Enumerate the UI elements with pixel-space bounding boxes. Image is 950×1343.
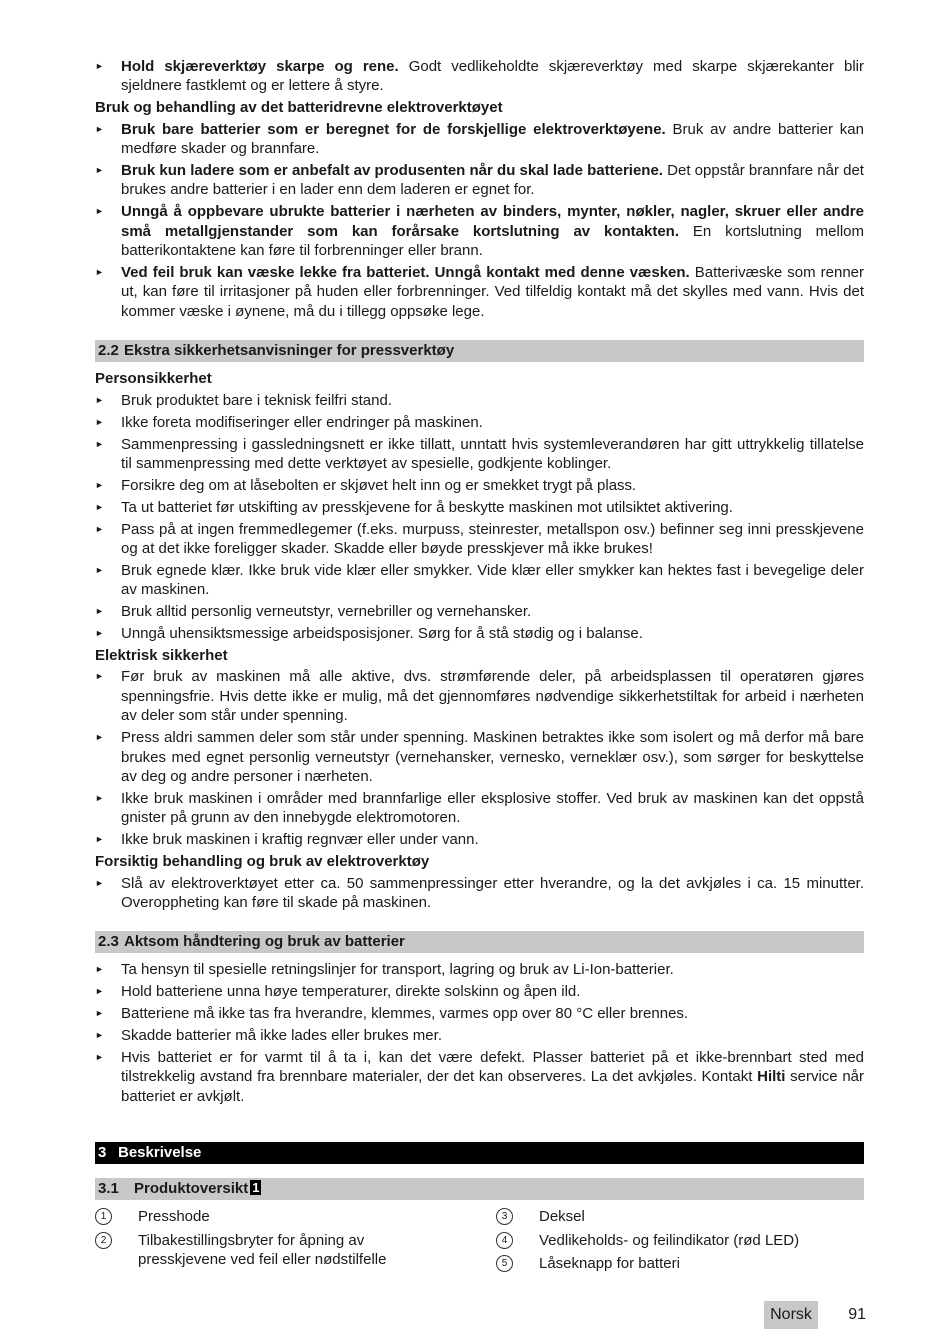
overview-item-text: Tilbakestillingsbryter for åpning av presskjevene ved feil eller nødstilfelle — [138, 1231, 387, 1268]
list-item — [95, 960, 864, 979]
list-item — [95, 57, 864, 96]
callout-number: 3 — [496, 1208, 513, 1225]
list-item — [95, 667, 864, 725]
item-text: Ta ut batteriet før utskifting av presskjevene for å beskytte maskinen mot utilsiktet aktivering. — [121, 498, 733, 516]
list-item — [95, 624, 864, 643]
item-bold: Ved feil bruk kan væske lekke fra batteriet. Unngå kontakt med denne væsken. — [121, 264, 690, 282]
list-item — [95, 476, 864, 495]
list-item — [95, 520, 864, 559]
item-text: Hvis batteriet er for varmt til å ta i, kan det være defekt. Plasser batteriet på et ikke-brennbart sted med tilstrekkelig avstand fra brennbare materialer, der det kan observeres. La det avkjøles. Kontakt — [121, 1048, 864, 1086]
electrical-safety-list — [95, 667, 864, 849]
bullet-triangle-icon: ► — [95, 165, 104, 176]
item-text: Bruk av andre batterier kan medføre skader og brannfare. — [121, 120, 864, 158]
product-overview — [95, 1207, 864, 1277]
section-title: Ekstra sikkerhetsanvisninger for pressverktøy — [124, 342, 455, 360]
item-text: Batteriene må ikke tas fra hverandre, klemmes, varmes opp over 80 °C eller brennes. — [121, 1005, 689, 1023]
list-item — [95, 602, 864, 621]
item-bold: Unngå å oppbevare ubrukte batterier i nærheten av binders, mynter, nøkler, nagler, skruer eller andre små metallgjenstander som kan forårsake kortslutning av kontakten. — [121, 203, 864, 240]
bullet-triangle-icon: ► — [95, 123, 104, 134]
bullet-triangle-icon: ► — [95, 964, 104, 975]
overview-column-left — [95, 1207, 496, 1277]
item-text: Godt vedlikeholdte skjæreverktøy med skarpe skjærekanter blir sjeldnere fastklemt og er lettere å styre. — [121, 58, 864, 95]
bullet-triangle-icon: ► — [95, 416, 104, 427]
bullet-triangle-icon: ► — [95, 438, 104, 449]
list-item — [95, 1026, 864, 1045]
section-2-2-heading — [95, 340, 864, 362]
bullet-triangle-icon: ► — [95, 986, 104, 997]
item-text-tail: service når batteriet er avkjølt. — [121, 1068, 864, 1105]
list-item — [95, 120, 864, 159]
bullet-triangle-icon: ► — [95, 1008, 104, 1019]
personal-safety-list — [95, 391, 864, 644]
item-text: Ikke bruk maskinen i kraftig regnvær eller under vann. — [121, 831, 479, 849]
callout-number: 5 — [496, 1255, 513, 1272]
list-item — [95, 789, 864, 828]
section-number: 3.1 — [98, 1180, 119, 1198]
bullet-triangle-icon: ► — [95, 628, 104, 639]
bullet-triangle-icon: ► — [95, 479, 104, 490]
list-item — [95, 728, 864, 786]
item-text: En kortslutning mellom batterikontaktene kan føre til forbrenninger eller brann. — [121, 222, 864, 260]
battery-tool-heading: Bruk og behandling av det batteridrevne elektroverktøyet — [95, 99, 503, 117]
battery-tool-list — [95, 120, 864, 322]
bullet-triangle-icon: ► — [95, 501, 104, 512]
item-text: Batterivæske som renner ut, kan føre til irritasjoner på huden eller forbrenninger. Ved tilfeldig kontakt må det skylles med vann. Hvis det kommer væske i øynene, må du i tillegg oppsøke lege. — [121, 264, 864, 320]
overview-item-text: Vedlikeholds- og feilindikator (rød LED) — [539, 1231, 800, 1249]
callout-number: 1 — [95, 1208, 112, 1225]
list-item — [95, 413, 864, 432]
overview-item — [496, 1207, 864, 1226]
item-text: Pass på at ingen fremmedlegemer (f.eks. murpuss, steinrester, metallspon osv.) befinner seg inni presskjevene og at det ikke foreligger skader. Skadde eller bøyde presskjever må ikke brukes! — [121, 520, 864, 558]
bullet-triangle-icon: ► — [95, 394, 104, 405]
item-text: Ikke bruk maskinen i områder med brannfarlige eller eksplosive stoffer. Ved bruk av maskinen kan det oppstå gnister på grunn av den innebygde elektromotoren. — [121, 789, 864, 827]
item-text: Det oppstår brannfare når det brukes andre batterier i en lader enn dem laderen er egnet for. — [121, 162, 864, 199]
bullet-triangle-icon: ► — [95, 834, 104, 845]
bullet-triangle-icon: ► — [95, 671, 104, 682]
section-title: Aktsom håndtering og bruk av batterier — [124, 933, 405, 951]
list-item — [95, 1004, 864, 1023]
bullet-triangle-icon: ► — [95, 61, 104, 71]
item-text: Unngå uhensiktsmessige arbeidsposisjoner. Sørg for å stå stødig og i balanse. — [121, 625, 643, 643]
item-text: Press aldri sammen deler som står under spenning. Maskinen betraktes ikke som isolert og må derfor må bare brukes med egnet personlig verneutstyr (vernehansker, vernesko, verneklær osv.), som sørger for beskyttelse av deg og andre personer i nærheten. — [121, 729, 864, 785]
overview-item-text: Presshode — [138, 1208, 210, 1226]
list-item — [95, 391, 864, 410]
bullet-triangle-icon: ► — [95, 732, 104, 743]
item-text: Hold batteriene unna høye temperaturer, direkte solskinn og åpen ild. — [121, 983, 581, 1001]
item-text: Ta hensyn til spesielle retningslinjer for transport, lagring og bruk av Li-Ion-batterier. — [121, 961, 674, 979]
item-bold: Bruk kun ladere som er anbefalt av produsenten når du skal lade batteriene. — [121, 162, 663, 180]
bullet-triangle-icon: ► — [95, 877, 104, 888]
bullet-triangle-icon: ► — [95, 564, 104, 575]
overview-item-text: Låseknapp for batteri — [539, 1255, 680, 1272]
item-text: Før bruk av maskinen må alle aktive, dvs. strømførende deler, på arbeidsplassen til operatøren gjøres spenningsfrie. Hvis dette ikke er mulig, må det gjennomføres nødvendige sikkerhetstiltak for arbeid i nærheten av deler som står under spenning. — [121, 668, 864, 725]
intro-list — [95, 57, 864, 96]
list-item — [95, 982, 864, 1001]
list-item — [95, 202, 864, 260]
brand-name: Hilti — [757, 1068, 786, 1086]
document-page — [95, 57, 864, 1277]
list-item — [95, 498, 864, 517]
list-item — [95, 435, 864, 474]
list-item — [95, 1048, 864, 1106]
item-bold: Bruk bare batterier som er beregnet for de forskjellige elektroverktøyene. — [121, 120, 666, 138]
bullet-triangle-icon: ► — [95, 523, 104, 534]
item-text: Ikke foreta modifiseringer eller endringer på maskinen. — [121, 413, 483, 431]
bullet-triangle-icon: ► — [95, 1030, 104, 1041]
bullet-triangle-icon: ► — [95, 267, 104, 278]
section-number: 2.3 — [98, 933, 119, 951]
personal-safety-heading: Personsikkerhet — [95, 370, 212, 388]
item-text: Skadde batterier må ikke lades eller brukes mer. — [121, 1027, 442, 1045]
bullet-triangle-icon: ► — [95, 1051, 104, 1062]
overview-column-right — [496, 1207, 864, 1277]
chapter-number: 3 — [98, 1144, 107, 1162]
list-item — [95, 830, 864, 849]
item-text: Bruk produktet bare i teknisk feilfri stand. — [121, 391, 392, 409]
footer-language-tag: Norsk — [764, 1301, 818, 1329]
careful-use-heading: Forsiktig behandling og bruk av elektroverktøy — [95, 853, 430, 871]
footer-page-number: 91 — [848, 1306, 866, 1323]
callout-number: 2 — [95, 1232, 112, 1249]
battery-handling-list — [95, 960, 864, 1106]
section-3-1-heading — [95, 1178, 864, 1200]
overview-item — [95, 1231, 496, 1270]
chapter-title: Beskrivelse — [118, 1144, 202, 1162]
overview-item — [496, 1231, 864, 1250]
list-item — [95, 161, 864, 200]
item-bold: Hold skjæreverktøy skarpe og rene. — [121, 58, 399, 75]
bullet-triangle-icon: ► — [95, 206, 104, 217]
overview-item-text: Deksel — [539, 1208, 585, 1226]
overview-item — [95, 1207, 496, 1226]
item-text: Bruk alltid personlig verneutstyr, vernebriller og vernehansker. — [121, 603, 532, 621]
electrical-safety-heading: Elektrisk sikkerhet — [95, 647, 228, 665]
bullet-triangle-icon: ► — [95, 606, 104, 617]
item-text: Sammenpressing i gassledningsnett er ikke tillatt, unntatt hvis systemleverandøren har gitt uttrykkelig tillatelse til sammenpressing med dette verktøyet av spesielle, godkjente koblinger. — [121, 435, 864, 472]
item-text: Forsikre deg om at låsebolten er skjøvet helt inn og er smekket trygt på plass. — [121, 476, 637, 494]
section-number: 2.2 — [98, 342, 119, 360]
figure-reference-badge: 1 — [252, 1180, 260, 1196]
item-text: Slå av elektroverktøyet etter ca. 50 sammenpressinger etter hverandre, og la det avkjøles i ca. 15 minutter. Overoppheting kan føre til skade på maskinen. — [121, 874, 864, 911]
chapter-3-heading — [95, 1142, 864, 1164]
overview-item — [496, 1254, 864, 1273]
section-2-3-heading — [95, 931, 864, 953]
careful-use-list — [95, 874, 864, 913]
section-title: Produktoversikt — [134, 1180, 249, 1198]
list-item — [95, 263, 864, 321]
item-text: Bruk egnede klær. Ikke bruk vide klær eller smykker. Vide klær eller smykker kan hektes fast i bevegelige deler av maskinen. — [121, 561, 864, 599]
list-item — [95, 561, 864, 600]
bullet-triangle-icon: ► — [95, 792, 104, 803]
list-item — [95, 874, 864, 913]
callout-number: 4 — [496, 1232, 513, 1249]
